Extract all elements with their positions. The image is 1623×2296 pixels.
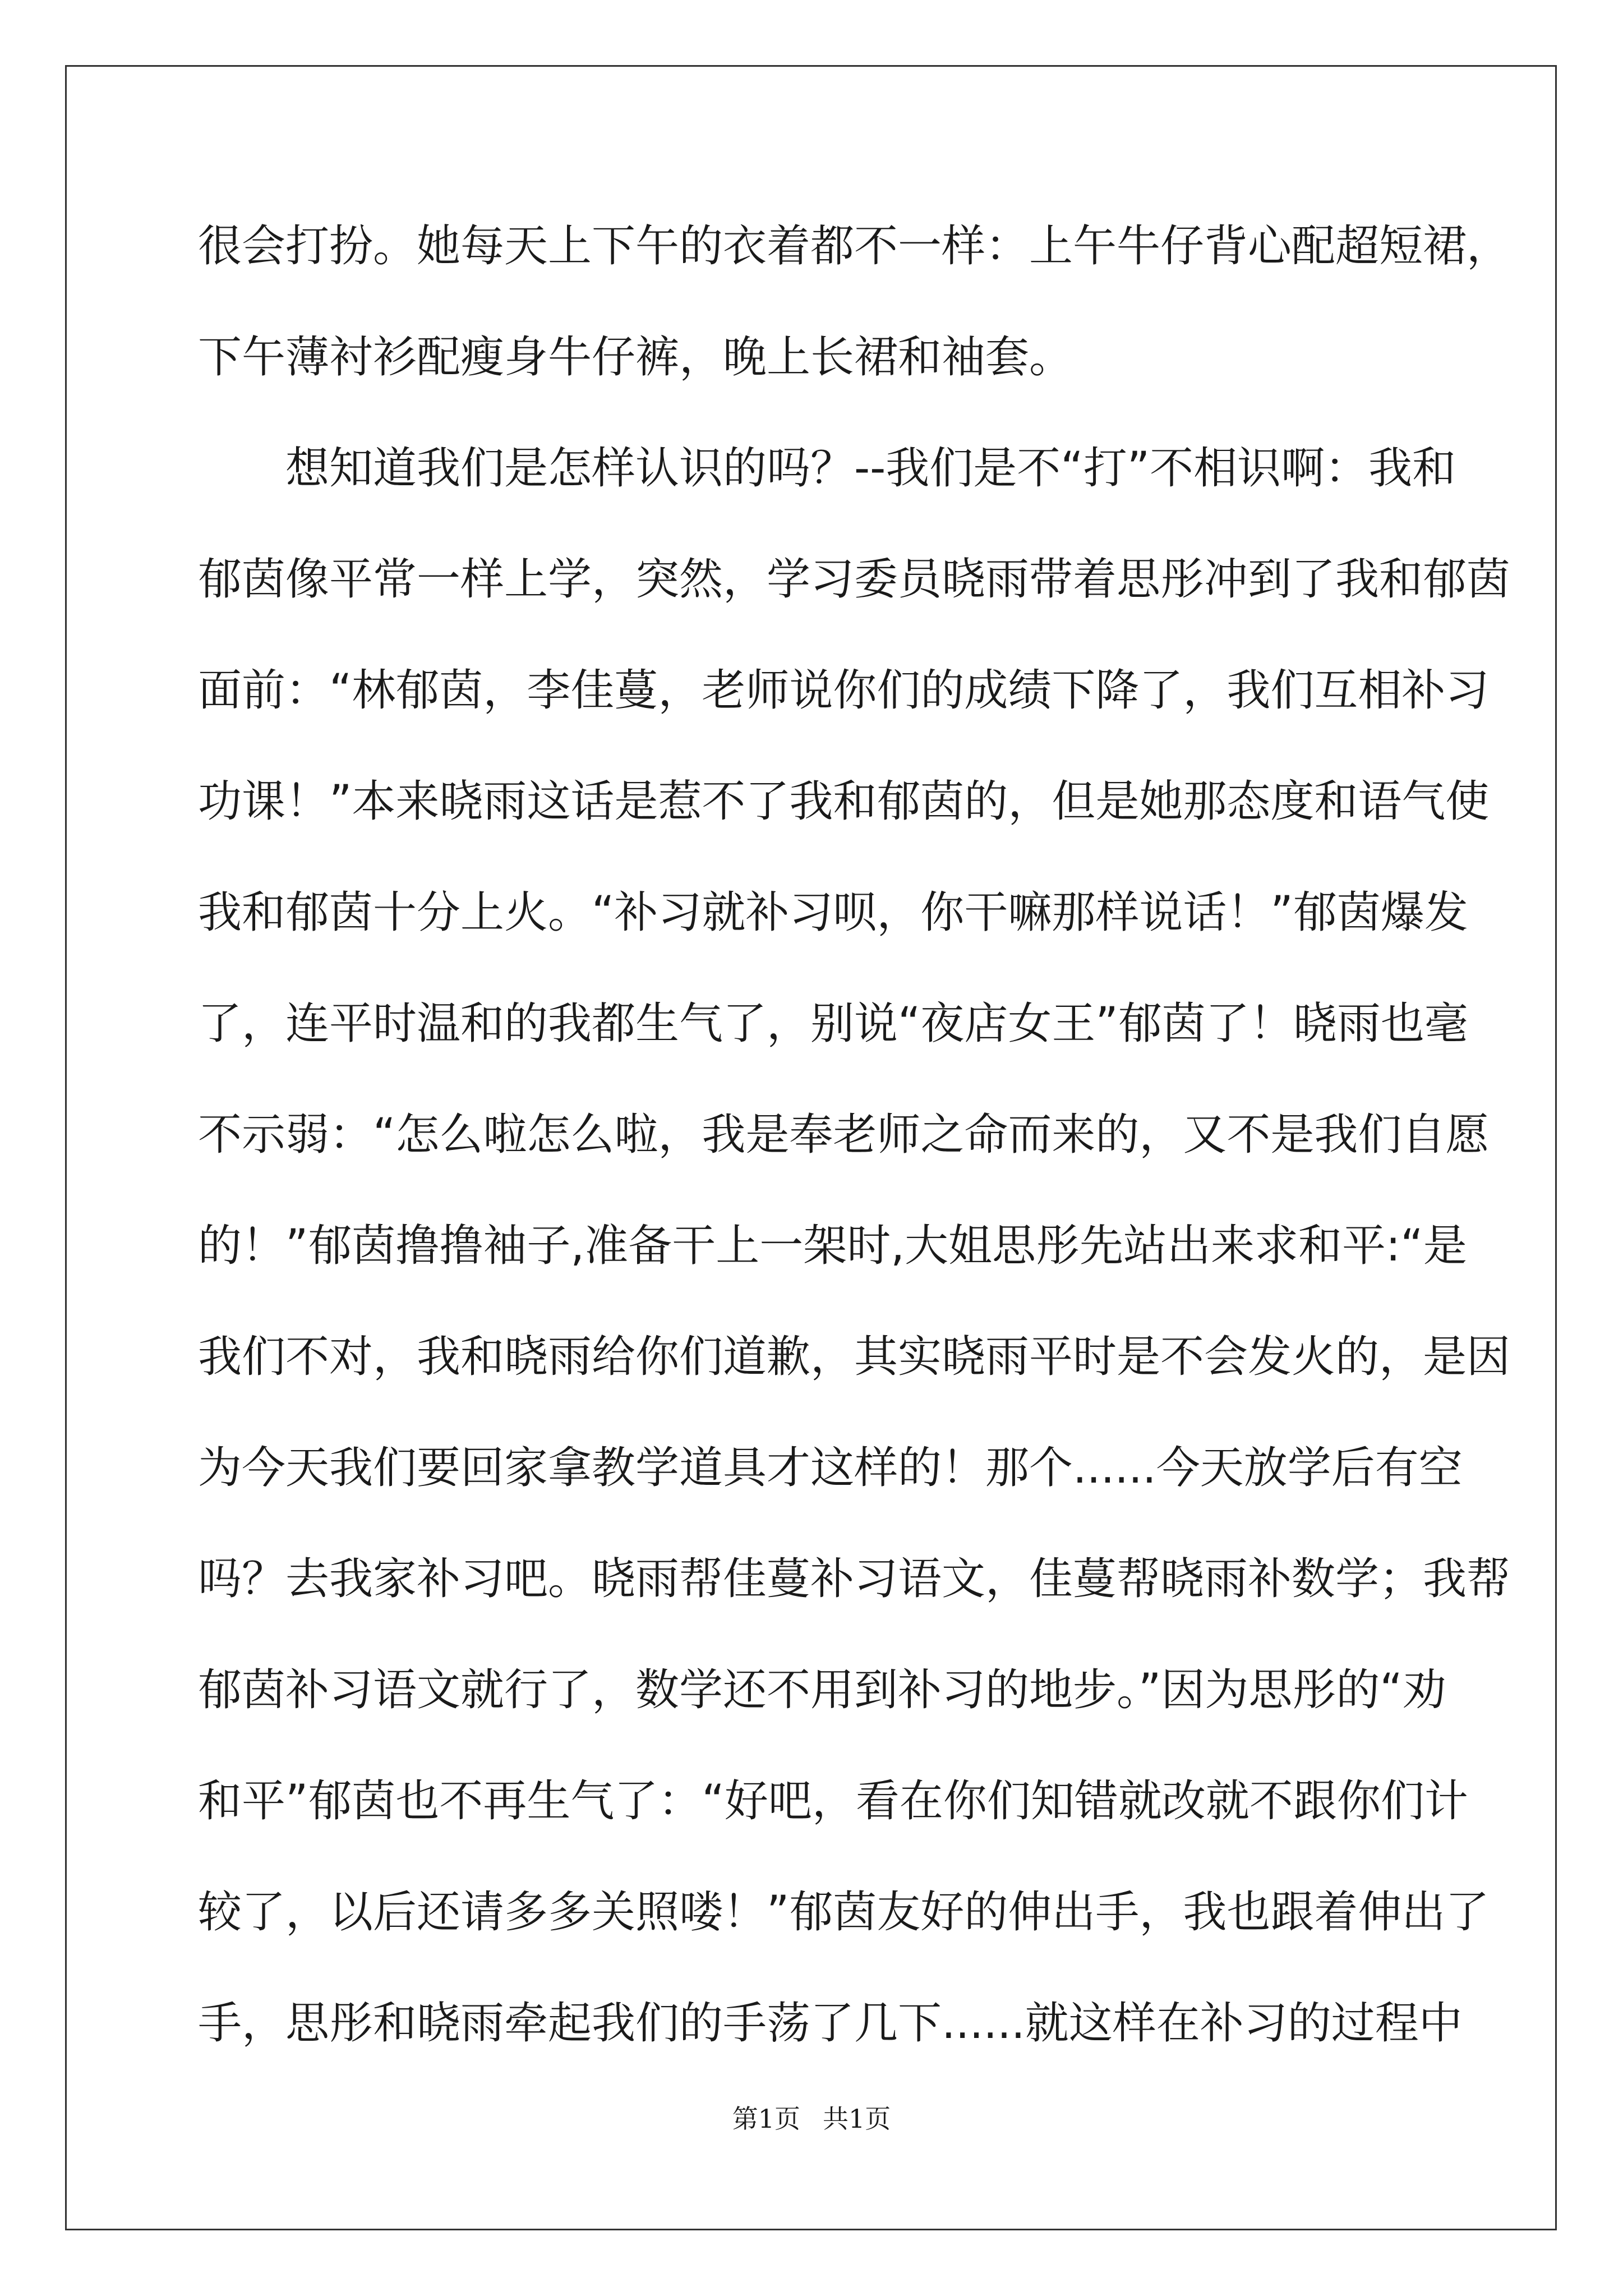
text-line: 郁茵补习语文就行了，数学还不用到补习的地步。”因为思彤的“劝 <box>198 1665 1446 1715</box>
text-line: 下午薄衬衫配瘦身牛仔裤，晚上长裙和袖套。 <box>198 332 1073 383</box>
text-line: 面前：“林郁茵，李佳蔓，老师说你们的成绩下降了，我们互相补习 <box>198 665 1490 716</box>
text-line: 手，思彤和晓雨牵起我们的手荡了几下......就这样在补习的过程中 <box>198 1998 1463 2049</box>
text-line: 我和郁茵十分上火。“补习就补习呗，你干嘛那样说话！”郁茵爆发 <box>198 887 1468 938</box>
paragraph-start-line: 想知道我们是怎样认识的吗？--我们是不“打”不相识啊：我和 <box>198 443 1456 494</box>
text-line: 很会打扮。她每天上下午的衣着都不一样：上午牛仔背心配超短裙， <box>198 221 1511 272</box>
text-line: 的！”郁茵撸撸袖子,准备干上一架时,大姐思彤先站出来求和平:“是 <box>198 1221 1467 1271</box>
page-footer <box>0 2102 1623 2136</box>
text-line: 功课！”本来晓雨这话是惹不了我和郁茵的，但是她那态度和语气使 <box>198 776 1490 827</box>
text-line: 和平”郁茵也不再生气了：“好吧，看在你们知错就改就不跟你们计 <box>198 1776 1468 1826</box>
page-number-current: 第1页 <box>732 2104 800 2134</box>
document-body <box>198 191 1511 2079</box>
text-line: 吗？去我家补习吧。晓雨帮佳蔓补习语文，佳蔓帮晓雨补数学；我帮 <box>198 1554 1511 1604</box>
text-line: 了，连平时温和的我都生气了，别说“夜店女王”郁茵了！晓雨也毫 <box>198 999 1468 1049</box>
text-line: 我们不对，我和晓雨给你们道歉，其实晓雨平时是不会发火的，是因 <box>198 1332 1511 1382</box>
text-line: 不示弱：“怎么啦怎么啦，我是奉老师之命而来的，又不是我们自愿 <box>198 1110 1490 1160</box>
text-line: 为今天我们要回家拿教学道具才这样的！那个......今天放学后有空 <box>198 1443 1463 1493</box>
text-line: 较了，以后还请多多关照喽！”郁茵友好的伸出手，我也跟着伸出了 <box>198 1887 1490 1938</box>
page-number-total: 共1页 <box>823 2104 891 2134</box>
text-line: 郁茵像平常一样上学，突然，学习委员晓雨带着思彤冲到了我和郁茵 <box>198 554 1511 605</box>
